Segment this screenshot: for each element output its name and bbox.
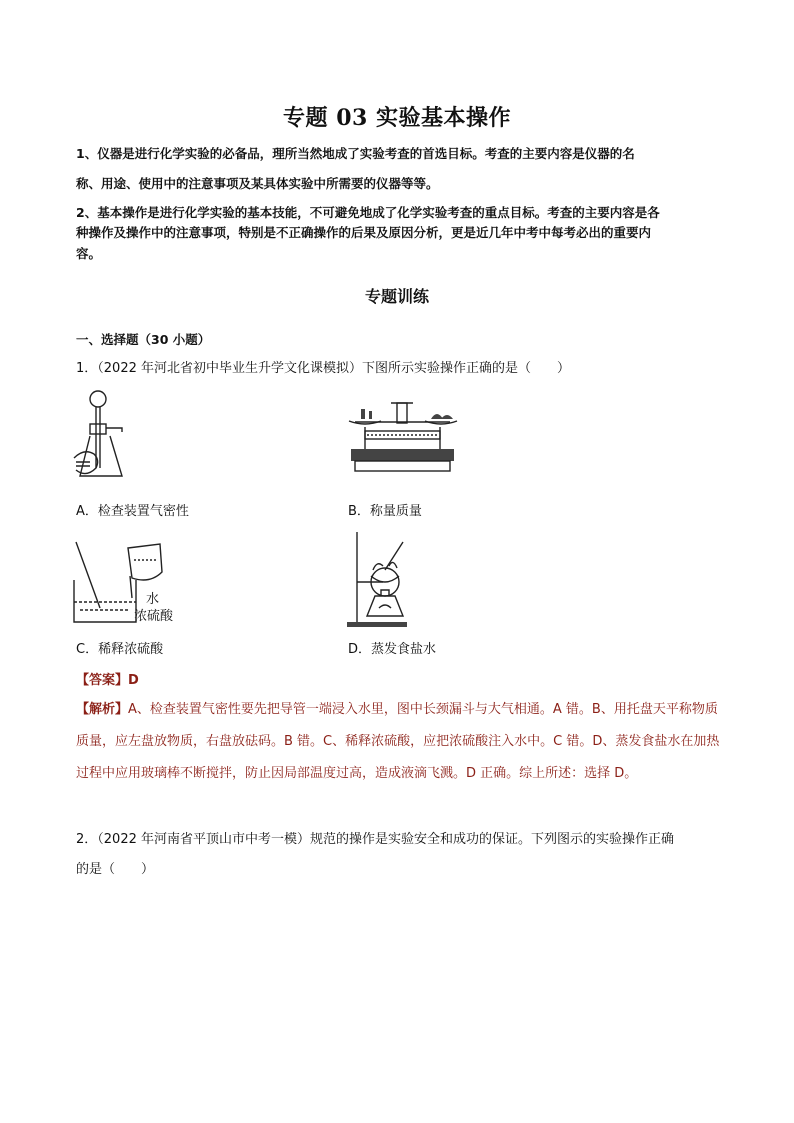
- part-title: 一、选择题（30 小题）: [76, 332, 211, 347]
- figure-airtightness-check: [70, 388, 140, 488]
- answer-value: D: [128, 673, 139, 688]
- label-water: 水: [146, 592, 160, 607]
- intro-line-2: 称、用途、使用中的注意事项及某具体实验中所需要的仪器等等。: [76, 176, 439, 191]
- question-2-stem-line-1: 2．（2022 年河南省平顶山市中考一模）规范的操作是实验安全和成功的保证。下列图示的实验操作正确: [76, 832, 674, 847]
- answer-line: [76, 669, 139, 688]
- label-acid: 浓硫酸: [134, 609, 174, 624]
- intro-line-1: 1、仪器是进行化学实验的必备品，理所当然地成了实验考查的首选目标。考查的主要内容是仪器的名: [76, 146, 635, 161]
- option-d: D．蒸发食盐水: [348, 642, 437, 657]
- analysis-tag: 【解析】: [76, 702, 129, 717]
- question-2-stem-line-2: 的是（ ）: [76, 862, 155, 877]
- intro-line-4: 种操作及操作中的注意事项，特别是不正确操作的后果及原因分析，更是近几年中考中每考必出的重要内: [76, 225, 652, 240]
- intro-line-3: 2、基本操作是进行化学实验的基本技能，不可避免地成了化学实验考查的重点目标。考查的主要内容是各: [76, 205, 660, 220]
- figure-evaporation: [345, 530, 425, 630]
- analysis-block: [76, 694, 726, 790]
- page-title: 专题 03 实验基本操作: [283, 105, 511, 131]
- option-a: A．检查装置气密性: [76, 504, 189, 519]
- question-1-stem: 1．（2022 年河北省初中毕业生升学文化课模拟）下图所示实验操作正确的是（ ）: [76, 361, 570, 376]
- section-title: 专题训练: [364, 287, 429, 306]
- figure-balance: [345, 397, 460, 477]
- option-c: C．稀释浓硫酸: [76, 642, 164, 657]
- answer-tag: 【答案】: [76, 673, 129, 688]
- option-b: B．称量质量: [348, 504, 422, 519]
- intro-line-5: 容。: [76, 246, 102, 261]
- analysis-text: A、检查装置气密性要先把导管一端浸入水里，图中长颈漏斗与大气相通。A 错。B、用托盘天平称物质质量，应左盘放物质，右盘放砝码。B 错。C、稀释浓硫酸，应把浓硫酸注入水中。C 错。D、蒸发食盐水在加热过程中应用玻璃棒不断搅拌，防止因局部温度过高，造成液滴飞溅。D 正确。综上所述：选择 D。: [76, 702, 720, 781]
